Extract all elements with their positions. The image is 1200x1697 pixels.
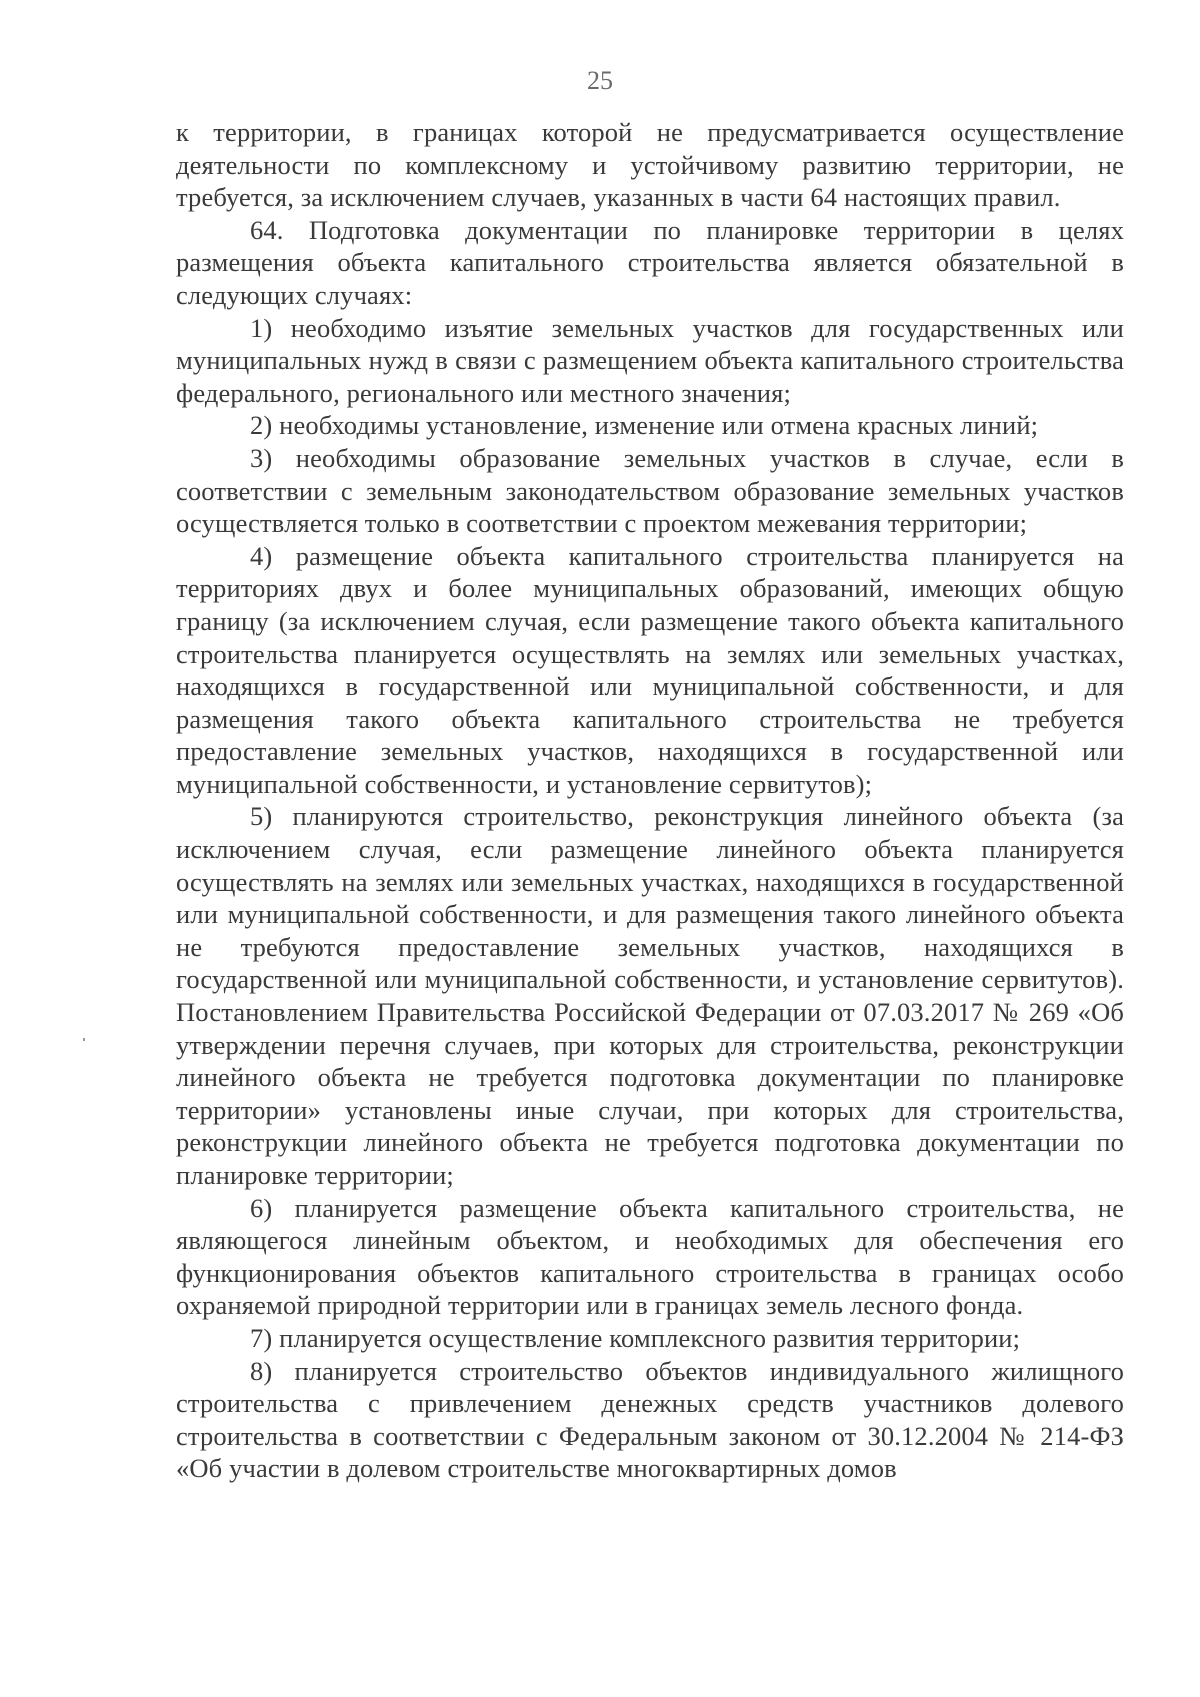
paragraph-subitem-8: 8) планируется строительство объектов индивидуального жилищного строительства с привлечением денежных средств участников долевого строительства в соответствии с Федеральным законом от 30.12.2004 № 214-ФЗ «Об участии в долевом строительстве многоквартирных домов [176, 1355, 1124, 1484]
document-body [176, 116, 1124, 1485]
paragraph-subitem-7: 7) планируется осуществление комплексного развития территории; [250, 1322, 1021, 1353]
paragraph-subitem-1: 1) необходимо изъятие земельных участков для государственных или муниципальных нужд в связи с размещением объекта капитального строительства федерального, регионального или местного значения; [176, 312, 1124, 408]
paragraph-continuation: к территории, в границах которой не предусматривается осуществление деятельности по комплексному и устойчивому развитию территории, не требуется, за исключением случаев, указанных в части 64 настоящих правил. [176, 117, 1124, 213]
page-number: 25 [587, 66, 613, 95]
paragraph-subitem-4: 4) размещение объекта капитального строительства планируется на территориях двух и более муниципальных образований, имеющих общую границу (за исключением случая, если размещение такого объекта капитального строительства планируется осуществлять на землях или земельных участках, находящихся в государственной или муниципальной собственности, и для размещения такого объекта капитального строительства не требуется предоставление земельных участков, находящихся в государственной или муниципальной собственности, и установление сервитутов); [176, 540, 1124, 799]
paragraph-subitem-3: 3) необходимы образование земельных участков в случае, если в соответствии с земельным законодательством образование земельных участков осуществляется только в соответствии с проектом межевания территории; [176, 442, 1124, 539]
paragraph-subitem-2: 2) необходимы установление, изменение или отмена красных линий; [250, 410, 1039, 441]
paragraph-subitem-5: 5) планируются строительство, реконструкция линейного объекта (за исключением случая, если размещение линейного объекта планируется осуществлять на землях или земельных участках, находящихся в государственной или муниципальной собственности, и для размещения такого линейного объекта не требуются предоставление земельных участков, находящихся в государственной или муниципальной собственности, и установление сервитутов). Постановлением Правительства Российской Федерации от 07.03.2017 № 269 «Об утверждении перечня случаев, при которых для строительства, реконструкции линейного объекта не требуется подготовка документации по планировке территории» установлены иные случаи, при которых для строительства, реконструкции линейного объекта не требуется подготовка документации по планировке территории; [176, 801, 1124, 1190]
paragraph-subitem-6: 6) планируется размещение объекта капитального строительства, не являющегося линейным объектом, и необходимых для обеспечения его функционирования объектов капитального строительства в границах особо охраняемой природной территории или в границах земель лесного фонда. [176, 1192, 1124, 1321]
paragraph-item-64: 64. Подготовка документации по планировке территории в целях размещения объекта капитального строительства является обязательной в следующих случаях: [176, 214, 1124, 310]
scan-artifact-dot [83, 1038, 85, 1041]
